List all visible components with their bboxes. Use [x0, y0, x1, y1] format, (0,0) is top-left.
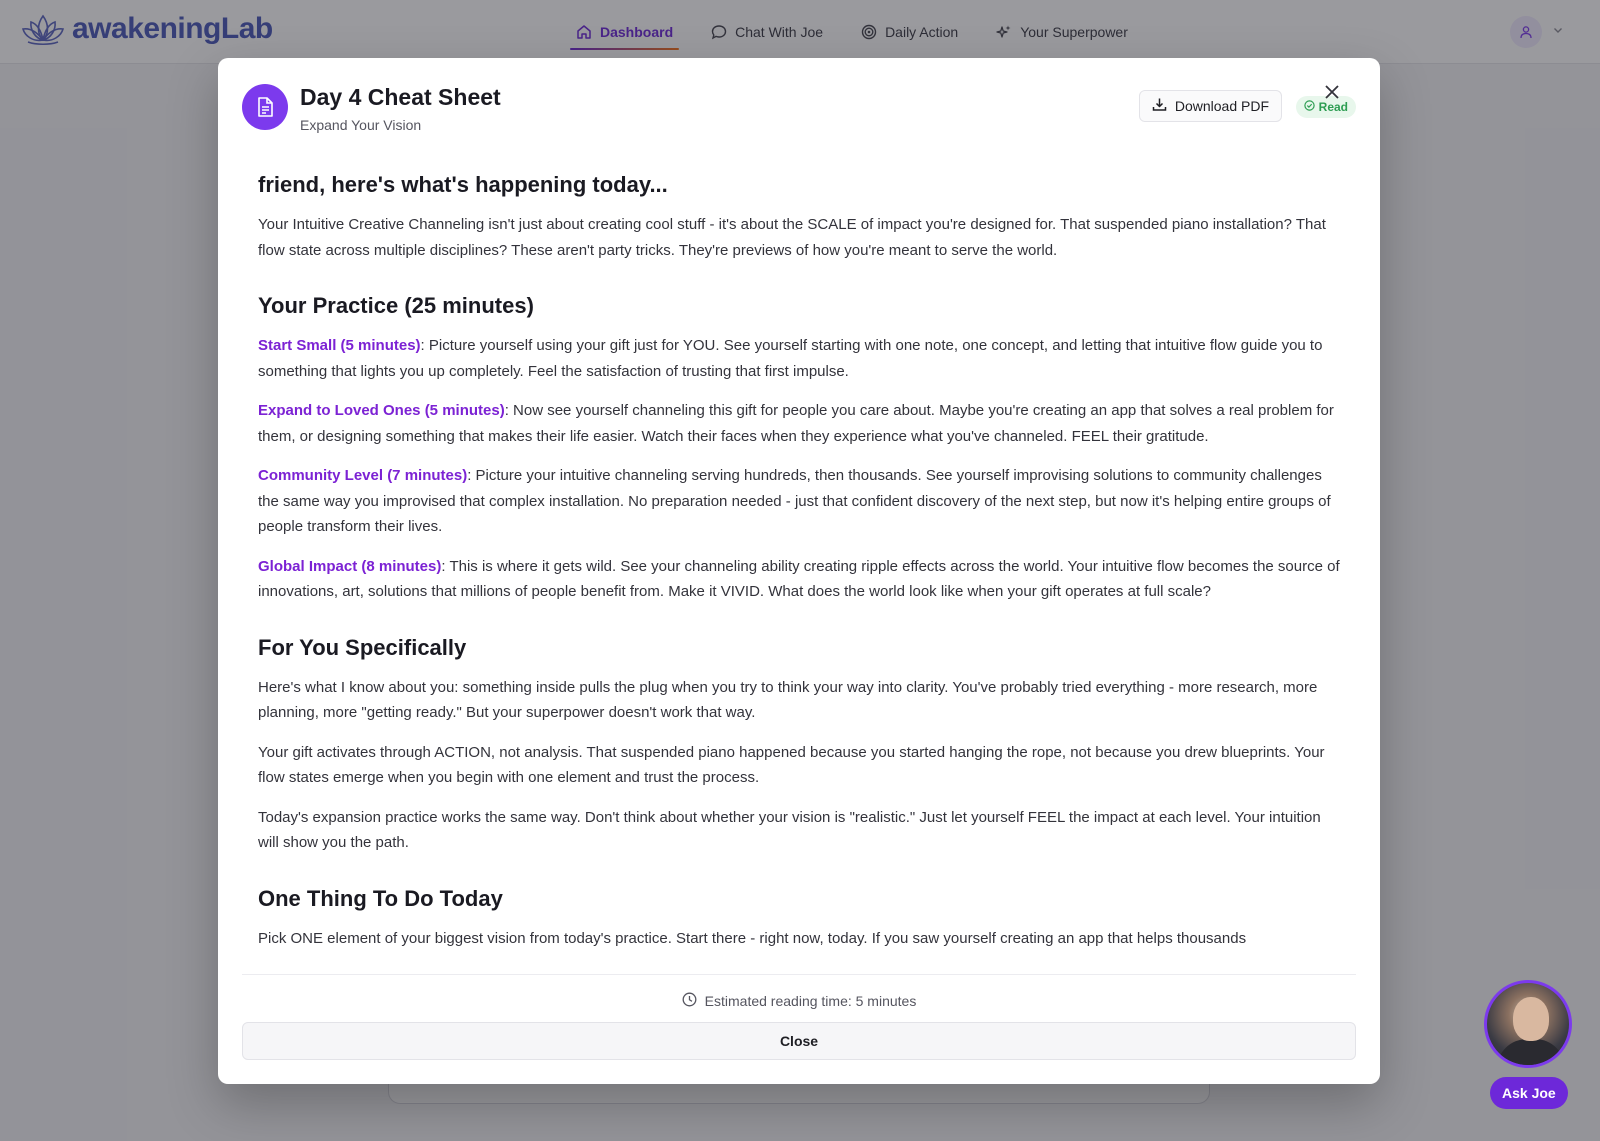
check-circle-icon [1304, 100, 1315, 114]
action-paragraph: Pick ONE element of your biggest vision from today's practice. Start there - right now, today. If you saw yourself creating an app that helps thousands [258, 929, 1247, 947]
document-icon [242, 84, 288, 130]
modal-header [242, 84, 1356, 134]
action-heading: One Thing To Do Today [258, 885, 503, 911]
cheat-sheet-modal [218, 58, 1380, 1084]
practice-item-text: : Picture yourself using your gift just for YOU. See yourself starting with one note, one concept, and letting that intuitive flow guide you to something that lights you up completely. Feel the satisfaction of trusting that first impulse. [258, 337, 1323, 380]
download-label: Download PDF [1174, 98, 1269, 114]
download-icon [1152, 97, 1167, 115]
download-pdf-button[interactable] [1139, 90, 1282, 122]
intro-heading: friend, here's what's happening today... [258, 172, 668, 197]
reading-time [218, 992, 1380, 1010]
practice-heading: Your Practice (25 minutes) [258, 293, 534, 318]
close-icon[interactable] [1322, 82, 1342, 102]
practice-item-label: Global Impact (8 minutes) [258, 557, 442, 575]
modal-title-block [300, 84, 501, 133]
specific-paragraph: Today's expansion practice works the same way. Don't think about whether your vision is "realistic." Just let yourself FEEL the impact at each level. Your intuition will show you the path. [258, 808, 1321, 851]
practice-item-label: Expand to Loved Ones (5 minutes) [258, 402, 505, 419]
nav-label: Chat With Joe [735, 24, 824, 40]
practice-item-text: : Now see yourself channeling this gift for people you care about. Maybe you're creating an app that solves a real problem for them, or designing something that makes their life easier. Watch their faces when they experience what you've channeled. FEEL their gratitude. [258, 402, 1334, 445]
nav-label: Your Superpower [1020, 24, 1128, 40]
practice-item-label: Community Level (7 minutes) [258, 467, 468, 484]
coach-avatar[interactable] [1484, 980, 1572, 1068]
read-label: Read [1318, 100, 1348, 114]
practice-item [258, 463, 1344, 540]
practice-item-label: Start Small (5 minutes) [258, 337, 421, 354]
coach-avatar-body [1497, 1039, 1565, 1068]
nav-label: Dashboard [600, 24, 674, 40]
logo-text: awakeningLab [72, 12, 273, 45]
specific-paragraph: Your gift activates through ACTION, not analysis. That suspended piano happened because you started hanging the rope, not because you drew blueprints. Your flow states emerge when you begin with one element and trust the process. [258, 743, 1325, 786]
practice-item [258, 333, 1344, 384]
clock-icon [682, 992, 697, 1010]
practice-item-text: : This is where it gets wild. See your channeling ability creating ripple effects across the world. Your intuitive flow becomes the source of innovations, art, solutions that millions of people benefit from. Make it VIVID. What does the world look like when your gift operates at full scale? [258, 557, 1340, 600]
reading-time-text: Estimated reading time: 5 minutes [704, 993, 917, 1009]
ask-joe-button[interactable]: Ask Joe [1490, 1077, 1568, 1109]
practice-item [258, 554, 1344, 605]
specific-heading: For You Specifically [258, 634, 467, 660]
practice-item-text: : Picture your intuitive channeling serving hundreds, then thousands. See yourself improvising solutions to community challenges the same way you improvised that complex installation. No preparation needed - just that confident discovery of the next step, but now it's helping entire groups of people transform their lives. [258, 467, 1331, 535]
intro-paragraph: Your Intuitive Creative Channeling isn't just about creating cool stuff - it's about the SCALE of impact you're designed for. That suspended piano installation? That flow state across multiple disciplines? These aren't party tricks. They're previews of how you're meant to serve the world. [258, 216, 1326, 259]
footer-divider [242, 974, 1356, 975]
coach-avatar-face [1513, 997, 1549, 1041]
modal-subtitle: Expand Your Vision [300, 117, 422, 133]
modal-content[interactable] [258, 170, 1344, 1018]
practice-item [258, 398, 1344, 449]
modal-title: Day 4 Cheat Sheet [300, 84, 501, 110]
nav-label: Daily Action [885, 24, 959, 40]
specific-paragraph: Here's what I know about you: something inside pulls the plug when you try to think your way into clarity. You've probably tried everything - more research, more planning, more "getting ready." But your superpower doesn't work that way. [258, 678, 1318, 721]
close-button[interactable]: Close [242, 1022, 1356, 1060]
